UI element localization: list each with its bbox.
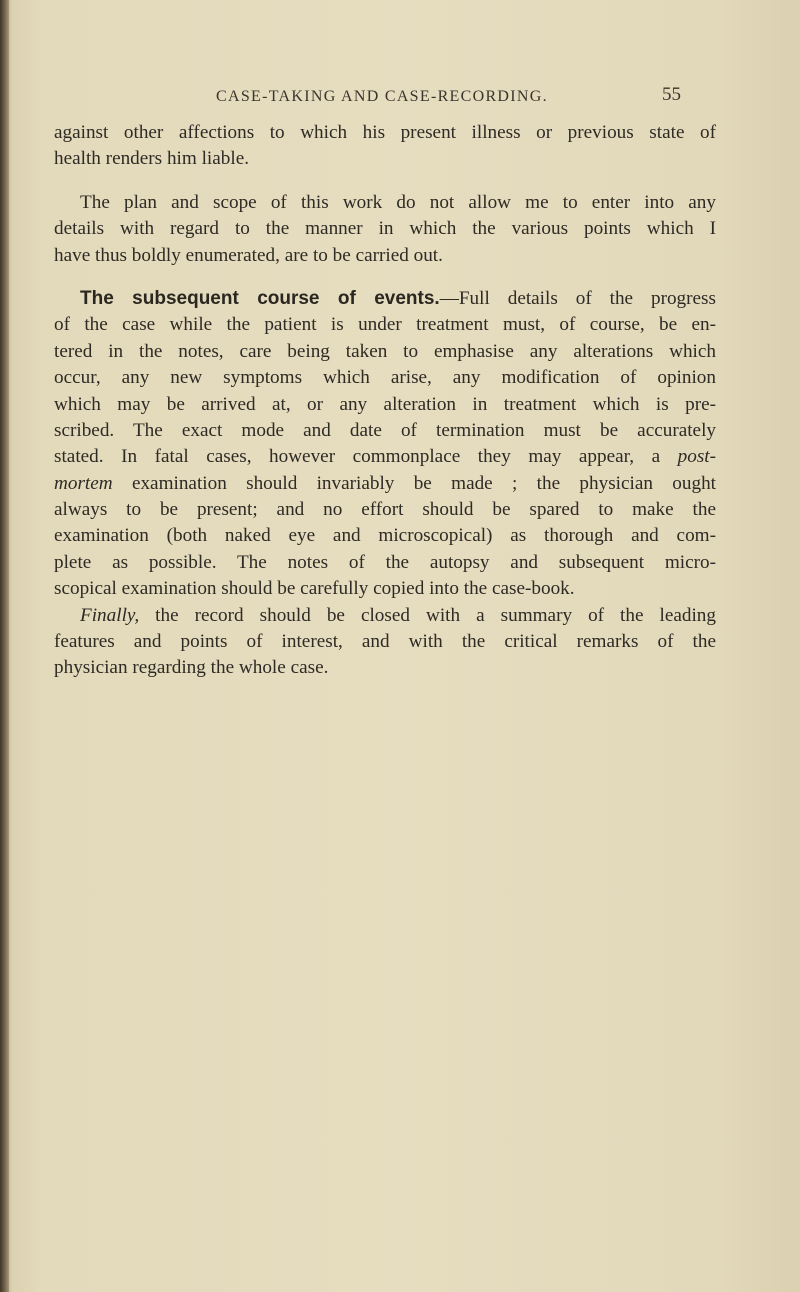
- italic-text: mortem: [54, 472, 113, 494]
- text-line: occur, any new symptoms which arise, any modification of opinion: [54, 367, 716, 389]
- italic-text: Finally,: [80, 604, 140, 626]
- page-number: 55: [662, 84, 681, 105]
- paragraph-2: [54, 190, 716, 269]
- text-line: against other affections to which his present illness or previous state of: [54, 122, 716, 143]
- text-line: The plan and scope of this work do not allow me to enter into any: [80, 191, 716, 213]
- paragraph-3: [54, 286, 716, 603]
- body-text: [54, 120, 716, 682]
- text-line: [54, 603, 716, 629]
- text-line: examination (both naked eye and microscopical) as thorough and com-: [54, 525, 716, 547]
- text-line: scribed. The exact mode and date of termination must be accurately: [54, 419, 716, 441]
- text-line: features and points of interest, and with the critical remarks of the: [54, 631, 716, 653]
- text-line: physician regarding the whole case.: [54, 657, 329, 679]
- text-line: [54, 471, 716, 497]
- text-line: tered in the notes, care being taken to emphasise any alterations which: [54, 340, 716, 362]
- paragraph-1: [54, 120, 716, 173]
- page-spine-shadow: [0, 0, 9, 1292]
- text-span: examination should invariably be made ; the physician ought: [112, 472, 716, 494]
- text-line: plete as possible. The notes of the autopsy and subsequent micro-: [54, 551, 716, 573]
- text-line: always to be present; and no effort should be spared to make the: [54, 499, 716, 521]
- text-line: scopical examination should be carefully copied into the case-book.: [54, 578, 575, 600]
- running-head-title: CASE-TAKING AND CASE-RECORDING.: [216, 88, 548, 105]
- italic-text: post-: [677, 446, 716, 468]
- text-line: details with regard to the manner in which the various points which I: [54, 218, 716, 240]
- text-span: —Full details of the progress: [439, 287, 716, 309]
- section-heading: The subsequent course of events.: [80, 287, 440, 309]
- text-line: health renders him liable.: [54, 148, 250, 170]
- text-span: the record should be closed with a summary of the leading: [139, 604, 716, 626]
- paragraph-4: [54, 603, 716, 682]
- text-line: [54, 444, 716, 470]
- text-line: of the case while the patient is under treatment must, of course, be en-: [54, 314, 716, 336]
- text-line: [54, 286, 716, 312]
- running-head: [54, 84, 714, 112]
- text-line: have thus boldly enumerated, are to be carried out.: [54, 244, 443, 266]
- text-span: stated. In fatal cases, however commonplace they may appear, a: [54, 446, 678, 468]
- text-line: which may be arrived at, or any alteration in treatment which is pre-: [54, 393, 716, 415]
